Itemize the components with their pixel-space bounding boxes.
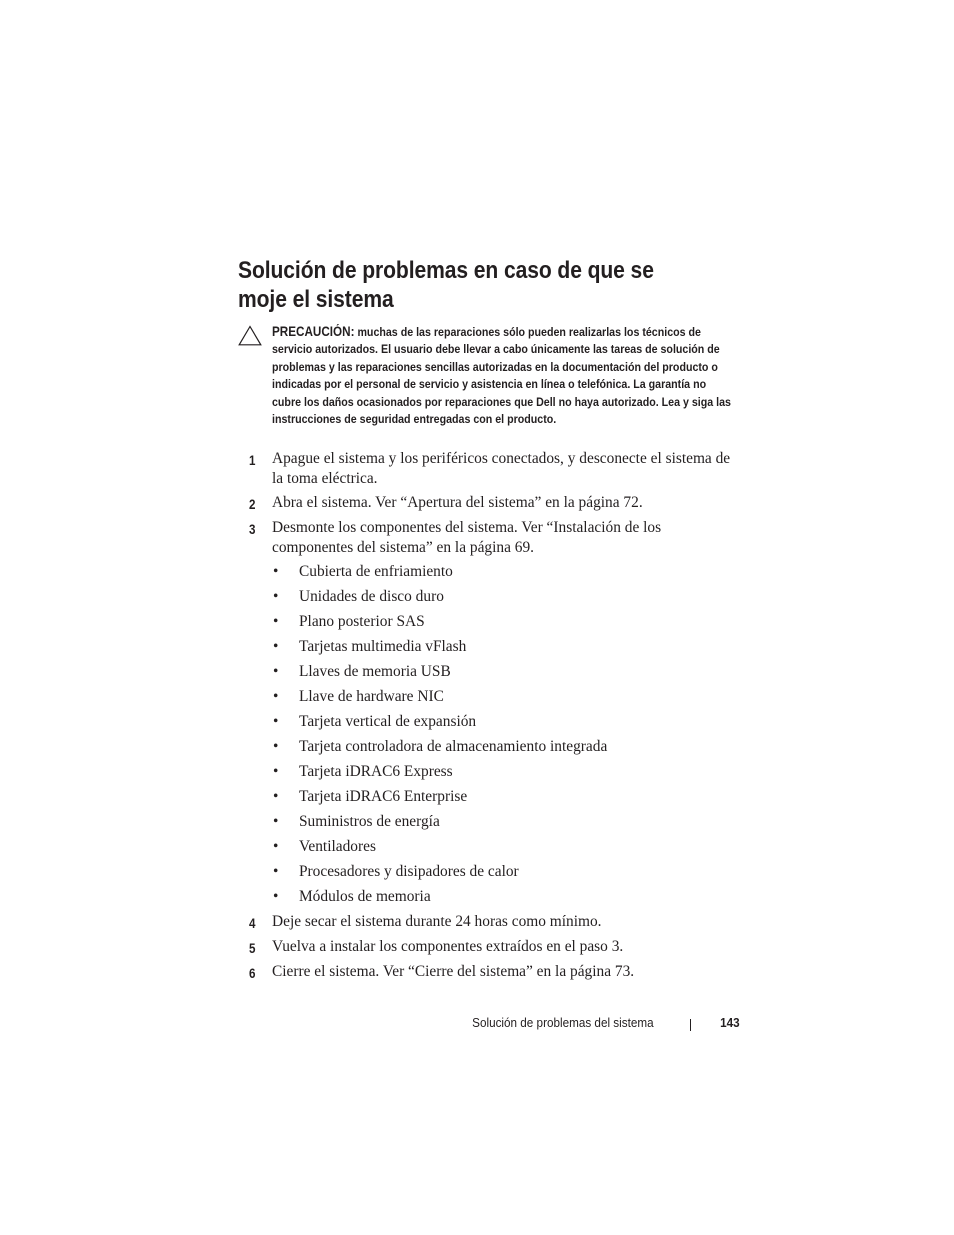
list-item: • Procesadores y disipadores de calor (273, 863, 519, 880)
footer-divider (690, 1019, 691, 1031)
procedure-steps (238, 449, 738, 987)
caution-body: muchas de las reparaciones sólo pueden realizarlas los técnicos de servicio autorizados. El usuario debe llevar a cabo únicamente las tareas de solución de problemas y las reparaciones sencillas autorizadas en la documentación del producto o indicadas por el personal de servicio y asistencia en línea o telefónica. La garantía no cubre los daños ocasionados por reparaciones que Dell no haya autorizado. Lea y siga las instrucciones de seguridad entregadas con el producto. (272, 325, 731, 427)
bullet-icon: • (273, 838, 279, 855)
bullet-icon: • (273, 738, 279, 755)
bullet-icon: • (273, 638, 279, 655)
page-title: Solución de problemas en caso de que se moje el sistema (238, 257, 654, 313)
caution-label: PRECAUCIÓN: (272, 324, 355, 339)
footer-section-title: Solución de problemas del sistema (472, 1015, 654, 1030)
bullet-icon: • (273, 688, 279, 705)
step-number: 1 (249, 453, 256, 468)
list-item: • Llave de hardware NIC (273, 688, 444, 705)
list-item: • Llaves de memoria USB (273, 663, 451, 680)
bullet-icon: • (273, 863, 279, 880)
list-item: • Tarjeta vertical de expansión (273, 713, 477, 730)
step-1 (238, 449, 738, 493)
step-number: 6 (249, 966, 256, 981)
bullet-icon: • (273, 663, 279, 680)
component-list (272, 562, 738, 912)
step-3 (238, 518, 738, 912)
bullet-icon: • (273, 813, 279, 830)
bullet-icon: • (273, 888, 279, 905)
step-number: 3 (249, 522, 256, 537)
list-item: • Unidades de disco duro (273, 588, 444, 605)
step-6 (238, 962, 738, 987)
bullet-icon: • (273, 588, 279, 605)
page-number: 143 (720, 1015, 740, 1030)
list-item: • Tarjeta controladora de almacenamiento integrada (273, 738, 608, 755)
list-item: • Plano posterior SAS (273, 613, 425, 630)
bullet-icon: • (273, 713, 279, 730)
step-5 (238, 937, 738, 962)
step-2 (238, 493, 738, 518)
step-text: Desmonte los componentes del sistema. Ver “Instalación de los componentes del sistema” en la página 69. (272, 519, 662, 556)
list-item: • Ventiladores (273, 838, 376, 855)
step-text: Apague el sistema y los periféricos conectados, y desconecte el sistema de la toma eléctrica. (272, 450, 731, 487)
step-text: Cierre el sistema. Ver “Cierre del sistema” en la página 73. (272, 963, 635, 980)
warning-triangle-icon (238, 325, 262, 346)
caution-text (272, 323, 736, 428)
list-item: • Tarjetas multimedia vFlash (273, 638, 467, 655)
list-item: • Tarjeta iDRAC6 Enterprise (273, 788, 468, 805)
list-item: • Tarjeta iDRAC6 Express (273, 763, 453, 780)
bullet-icon: • (273, 763, 279, 780)
step-number: 4 (249, 916, 256, 931)
bullet-icon: • (273, 563, 279, 580)
step-4 (238, 912, 738, 937)
list-item: • Módulos de memoria (273, 888, 431, 905)
bullet-icon: • (273, 788, 279, 805)
step-number: 2 (249, 497, 256, 512)
step-text: Vuelva a instalar los componentes extraídos en el paso 3. (272, 938, 624, 955)
list-item: • Suministros de energía (273, 813, 440, 830)
step-number: 5 (249, 941, 256, 956)
list-item: • Cubierta de enfriamiento (273, 563, 453, 580)
bullet-icon: • (273, 613, 279, 630)
page-footer (400, 1015, 742, 1035)
step-text: Deje secar el sistema durante 24 horas como mínimo. (272, 913, 602, 930)
step-text: Abra el sistema. Ver “Apertura del sistema” en la página 72. (272, 494, 643, 511)
